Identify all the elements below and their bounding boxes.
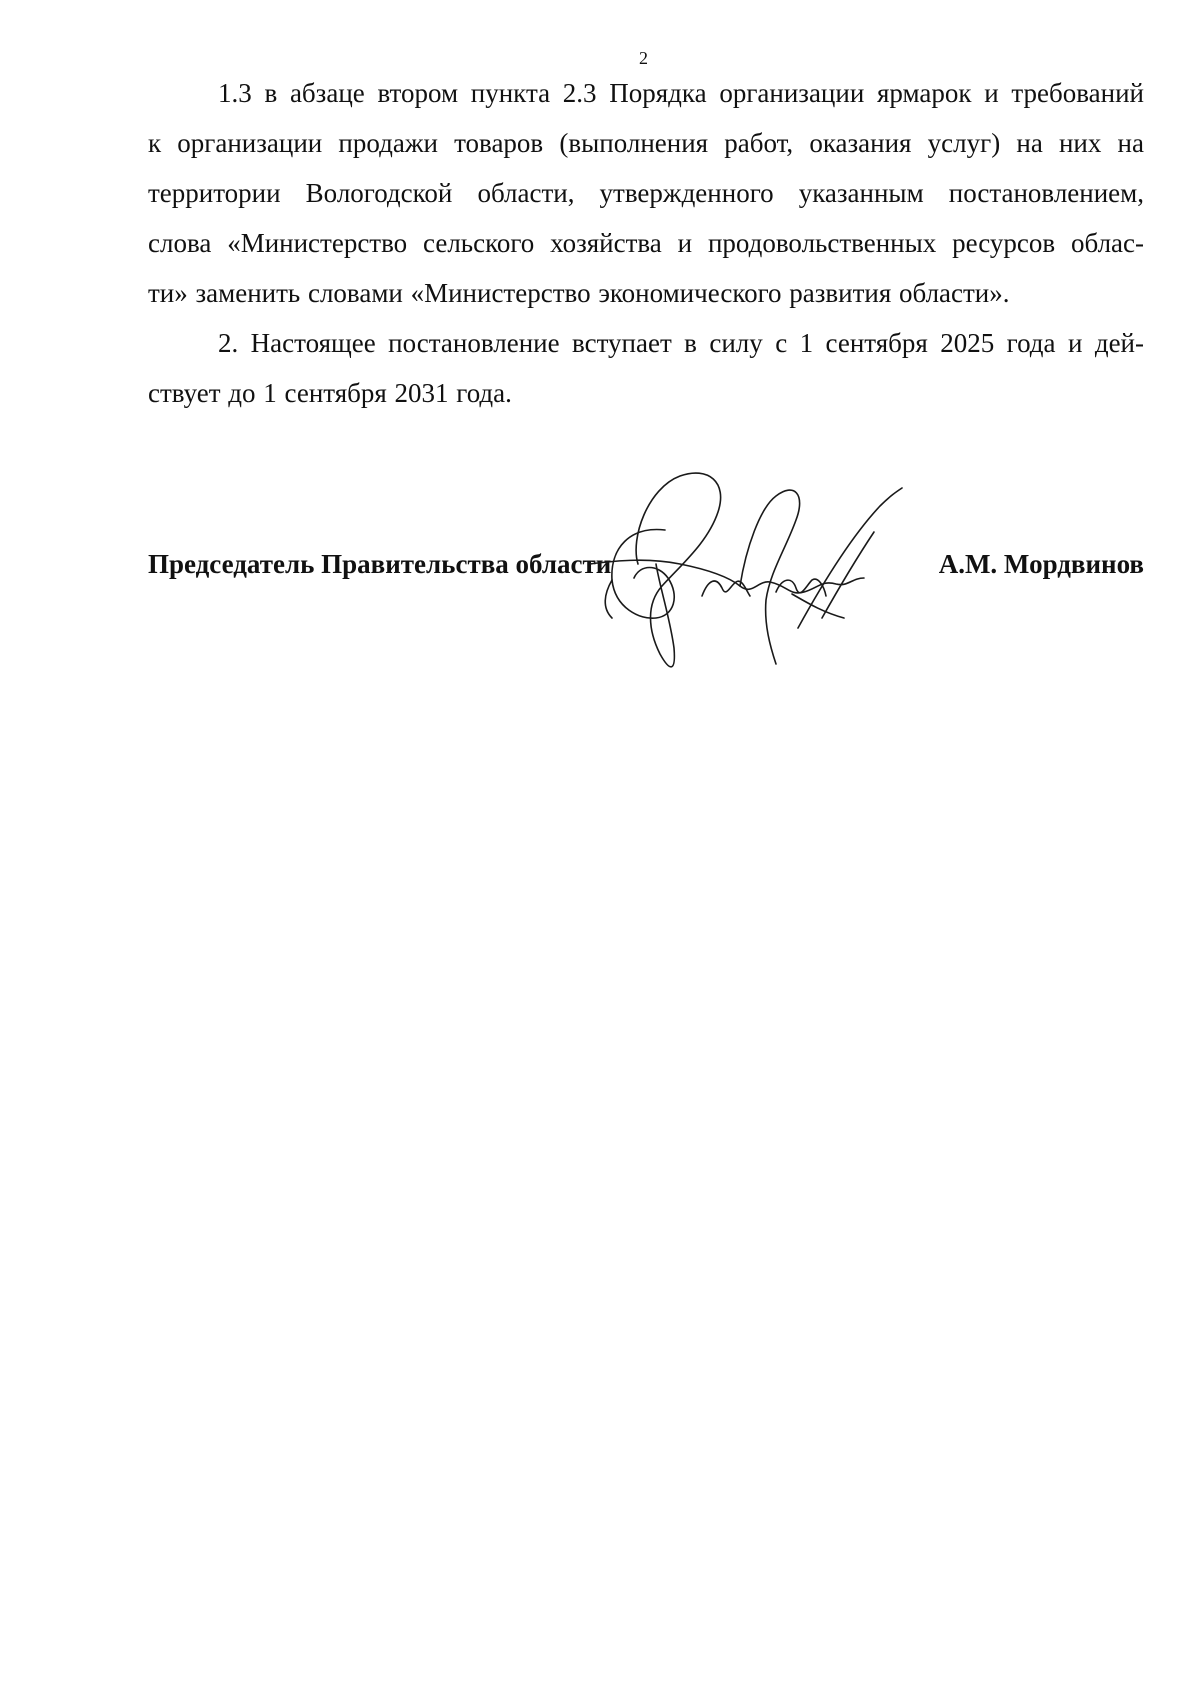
paragraph-2 bbox=[148, 318, 1144, 418]
paragraph-2-line-2: ствует до 1 сентября 2031 года. bbox=[148, 378, 512, 408]
paragraph-1-line-3: территории Вологодской области, утвержденного указанным постановлением, bbox=[148, 178, 1144, 208]
paragraph-1-line-4: слова «Министерство сельского хозяйства и продовольственных ресурсов облас- bbox=[148, 228, 1144, 258]
paragraph-1-line-1: 1.3 в абзаце втором пункта 2.3 Порядка организации ярмарок и требований bbox=[218, 78, 1144, 108]
paragraph-1-line-5: ти» заменить словами «Министерство экономического развития области». bbox=[148, 278, 1010, 308]
document-body bbox=[148, 68, 1144, 418]
paragraph-2-line-1: 2. Настоящее постановление вступает в силу с 1 сентября 2025 года и дей- bbox=[218, 328, 1144, 358]
signatory-position: Председатель Правительства области bbox=[148, 549, 612, 579]
handwritten-signature bbox=[590, 468, 950, 680]
paragraph-1-line-2: к организации продажи товаров (выполнения работ, оказания услуг) на них на bbox=[148, 128, 1144, 158]
page-number: 2 bbox=[639, 48, 648, 68]
signatory-name: А.М. Мордвинов bbox=[938, 549, 1144, 579]
paragraph-1 bbox=[148, 68, 1144, 318]
